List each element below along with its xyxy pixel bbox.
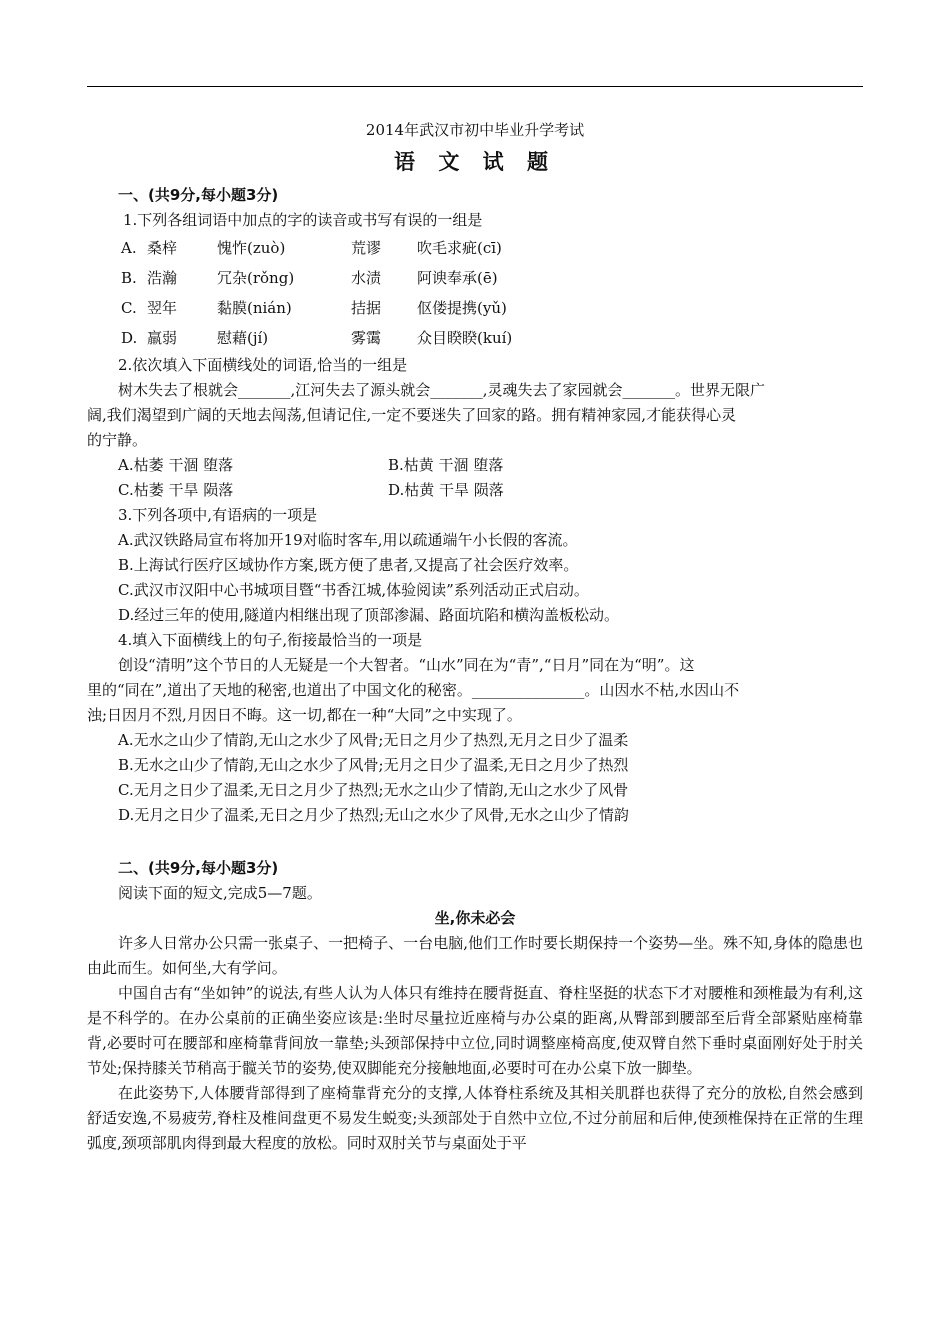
- article-title: 坐,你未必会: [434, 909, 516, 927]
- q3-option-c: C.武汉市汉阳中心书城项目暨“书香江城,体验阅读”系列活动正式启动。: [118, 581, 589, 599]
- q4-passage-line-3: 浊;日因月不烈,月因日不晦。这一切,都在一种“大同”之中实现了。: [87, 706, 522, 724]
- q1-option-b: B. 浩瀚 冗杂(rǒng) 水渍 阿谀奉承(ē): [121, 269, 498, 287]
- q4-option-c: C.无月之日少了温柔,无日之月少了热烈;无水之山少了情韵,无山之水少了风骨: [118, 781, 629, 799]
- section-spacer: [87, 828, 863, 856]
- q4-passage-line-2: 里的“同在”,道出了天地的秘密,也道出了中国文化的秘密。_______________。山因水不枯,水因山不: [87, 681, 740, 699]
- section-2-intro: 阅读下面的短文,完成5—7题。: [118, 884, 322, 902]
- q2-option-c: C.枯萎 干旱 陨落: [118, 481, 234, 499]
- q1-option-c: C. 翌年 黏膜(nián) 拮据 伛偻提携(yǔ): [121, 299, 507, 317]
- q3-stem: 3.下列各项中,有语病的一项是: [118, 506, 318, 524]
- q4-passage-line-1: 创设“清明”这个节日的人无疑是一个大智者。“山水”同在为“青”,“日月”同在为“明”。这: [118, 656, 695, 674]
- q1-stem: 1.下列各组词语中加点的字的读音或书写有误的一组是: [123, 211, 483, 229]
- q2-passage-line-2: 阔,我们渴望到广阔的天地去闯荡,但请记住,一定不要迷失了回家的路。拥有精神家园,才能获得心灵: [87, 406, 737, 424]
- article-paragraph-3: 在此姿势下,人体腰背部得到了座椅靠背充分的支撑,人体脊柱系统及其相关肌群也获得了充分的放松,自然会感到舒适安逸,不易疲劳,脊柱及椎间盘更不易发生蜕变;头颈部处于自然中立位,不过分前屈和后伸,使颈椎保持在正常的生理弧度,颈项部肌肉得到最大程度的放松。同时双肘关节与桌面处于平: [87, 1084, 863, 1152]
- subject-title: 语 文 试 题: [394, 149, 556, 174]
- section-2-heading: 二、(共9分,每小题3分): [118, 859, 279, 877]
- exam-page: [87, 100, 863, 1156]
- q2-options-cd: [87, 478, 863, 503]
- exam-title: 2014年武汉市初中毕业升学考试: [365, 121, 585, 139]
- section-1-heading: 一、(共9分,每小题3分): [118, 186, 279, 204]
- q1-options: [87, 233, 863, 353]
- q2-passage-line-3: 的宁静。: [87, 431, 148, 449]
- q4-option-b: B.无水之山少了情韵,无山之水少了风骨;无月之日少了温柔,无日之月少了热烈: [118, 756, 629, 774]
- article-paragraph-2: 中国自古有“坐如钟”的说法,有些人认为人体只有维持在腰背挺直、脊柱坚挺的状态下才对腰椎和颈椎最为有利,这是不科学的。在办公桌前的正确坐姿应该是:坐时尽量拉近座椅与办公桌的距离,从臀部到腰部至后背全部紧贴座椅靠背,必要时可在腰部和座椅靠背间放一靠垫;头颈部保持中立位,同时调整座椅高度,使双臂自然下垂时桌面刚好处于肘关节处;保持膝关节稍高于髋关节的姿势,使双脚能充分接触地面,必要时可在办公桌下放一脚垫。: [87, 984, 863, 1077]
- q2-passage-line-1: 树木失去了根就会_______,江河失去了源头就会_______,灵魂失去了家园就会_______。世界无限广: [118, 381, 766, 399]
- q4-stem: 4.填入下面横线上的句子,衔接最恰当的一项是: [118, 631, 423, 649]
- q2-option-a: A.枯萎 干涸 堕落: [118, 456, 234, 474]
- q2-stem: 2.依次填入下面横线处的词语,恰当的一组是: [118, 356, 408, 374]
- q3-option-b: B.上海试行医疗区域协作方案,既方便了患者,又提高了社会医疗效率。: [118, 556, 579, 574]
- q2-option-b: B.枯黄 干涸 堕落: [388, 456, 504, 474]
- q2-options-ab: [87, 453, 863, 478]
- q3-option-a: A.武汉铁路局宣布将加开19对临时客车,用以疏通端午小长假的客流。: [118, 531, 578, 549]
- q4-option-d: D.无月之日少了温柔,无日之月少了热烈;无山之水少了风骨,无水之山少了情韵: [118, 806, 629, 824]
- q2-option-d: D.枯黄 干旱 陨落: [388, 481, 504, 499]
- q1-option-d: D. 羸弱 慰藉(jí) 雾霭 众目睽睽(kuí): [121, 329, 513, 347]
- q4-option-a: A.无水之山少了情韵,无山之水少了风骨;无日之月少了热烈,无月之日少了温柔: [118, 731, 629, 749]
- q3-option-d: D.经过三年的使用,隧道内相继出现了顶部渗漏、路面坑陷和横沟盖板松动。: [118, 606, 620, 624]
- q1-option-a: A. 桑梓 愧怍(zuò) 荒谬 吹毛求疵(cī): [121, 239, 502, 257]
- article-paragraph-1: 许多人日常办公只需一张桌子、一把椅子、一台电脑,他们工作时要长期保持一个姿势—坐。殊不知,身体的隐患也由此而生。如何坐,大有学问。: [87, 934, 863, 977]
- top-rule: [87, 86, 863, 87]
